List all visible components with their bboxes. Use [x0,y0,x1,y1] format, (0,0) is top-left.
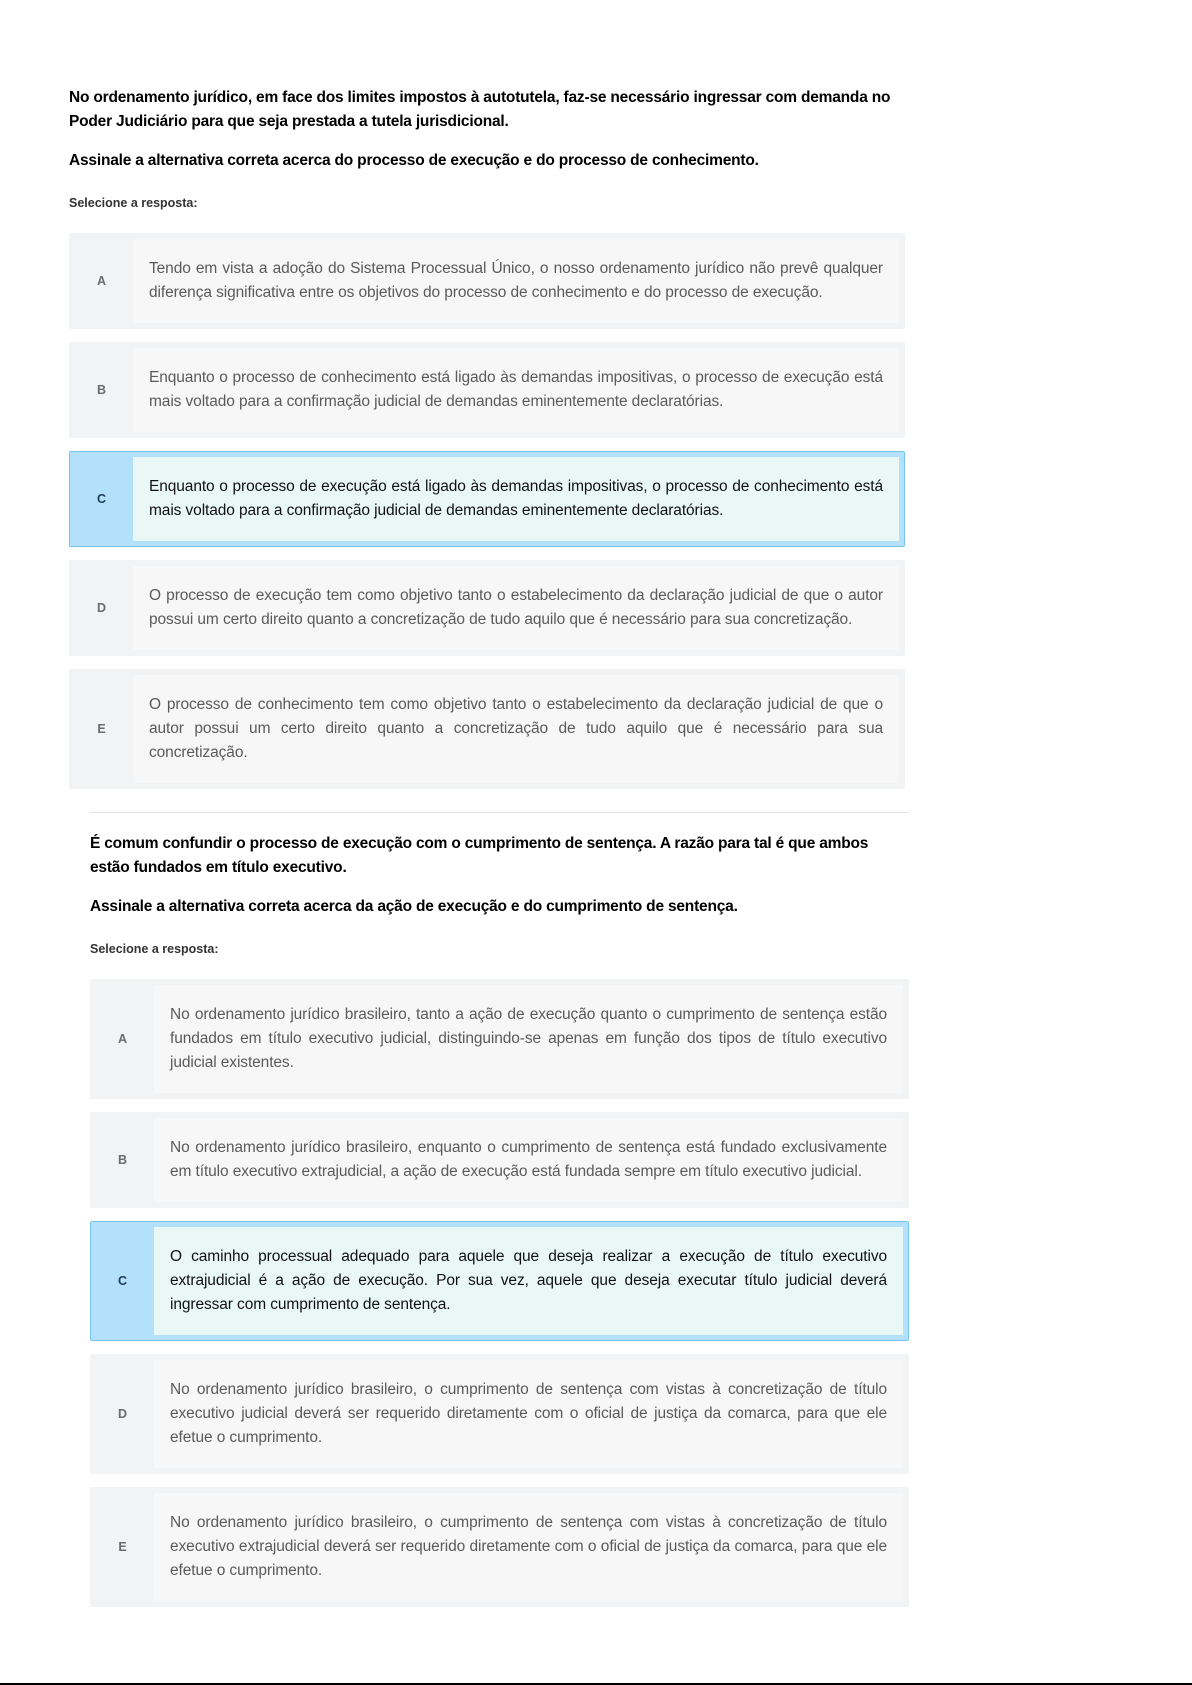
option-letter: E [118,1540,127,1554]
option-letter: D [117,1407,128,1421]
option-a[interactable] [69,233,905,329]
question-divider [90,812,909,813]
option-text: O caminho processual adequado para aquele que deseja realizar a execução de título executivo extrajudicial é a ação de execução. Por sua vez, aquele que deseja executar título judicial deverá ingressar com cumprimento de sentença. [154,1227,903,1335]
answer-options [69,233,905,789]
option-text: No ordenamento jurídico brasileiro, enquanto o cumprimento de sentença está fundado exclusivamente em título executivo extrajudicial, a ação de execução está fundada sempre em título executivo judicial. [154,1118,903,1202]
answer-options [90,979,909,1607]
question-statement: É comum confundir o processo de execução com o cumprimento de sentença. A razão para tal é que ambos estão fundados em título executivo. [90,835,869,876]
option-letter: D [96,601,107,615]
option-d[interactable] [90,1354,909,1474]
option-d[interactable] [69,560,905,656]
option-e[interactable] [69,669,905,789]
option-letter: C [96,492,107,506]
option-letter: B [96,383,107,397]
option-text: O processo de execução tem como objetivo tanto o estabelecimento da declaração judicial de que o autor possui um certo direito quanto a concretização de tudo aquilo que é necessário para sua concretização. [133,566,899,650]
option-letter: A [117,1032,128,1046]
option-letter: A [96,274,107,288]
option-letter: B [117,1153,128,1167]
option-b[interactable] [90,1112,909,1208]
option-e[interactable] [90,1487,909,1607]
question-2 [90,832,909,1620]
question-1 [69,86,905,802]
option-text: O processo de conhecimento tem como objetivo tanto o estabelecimento da declaração judicial de que o autor possui um certo direito quanto a concretização de tudo aquilo que é necessário para sua concretização. [133,675,899,783]
option-text: No ordenamento jurídico brasileiro, o cumprimento de sentença com vistas à concretização de título executivo judicial deverá ser requerido diretamente com o oficial de justiça da comarca, para que ele efetue o cumprimento. [154,1360,903,1468]
select-answer-label: Selecione a resposta: [69,196,198,210]
option-text: No ordenamento jurídico brasileiro, tanto a ação de execução quanto o cumprimento de sentença estão fundados em título executivo judicial, distinguindo-se apenas em função dos tipos de título executivo judicial existentes. [154,985,903,1093]
option-c-selected[interactable] [69,451,905,547]
option-b[interactable] [69,342,905,438]
question-instruction: Assinale a alternativa correta acerca da ação de execução e do cumprimento de sentença. [90,898,738,915]
select-answer-label: Selecione a resposta: [90,942,219,956]
question-statement: No ordenamento jurídico, em face dos limites impostos à autotutela, faz-se necessário ingressar com demanda no Poder Judiciário para que seja prestada a tutela jurisdicional. [69,89,891,130]
option-letter: C [117,1274,128,1288]
option-text: Enquanto o processo de execução está ligado às demandas impositivas, o processo de conhecimento está mais voltado para a confirmação judicial de demandas eminentemente declaratórias. [133,457,899,541]
option-text: No ordenamento jurídico brasileiro, o cumprimento de sentença com vistas à concretização de título executivo extrajudicial deverá ser requerido diretamente com o oficial de justiça da comarca, para que ele efetue o cumprimento. [154,1493,903,1601]
question-instruction: Assinale a alternativa correta acerca do processo de execução e do processo de conhecimento. [69,152,759,169]
option-c-selected[interactable] [90,1221,909,1341]
option-text: Enquanto o processo de conhecimento está ligado às demandas impositivas, o processo de execução está mais voltado para a confirmação judicial de demandas eminentemente declaratórias. [133,348,899,432]
option-letter: E [97,722,106,736]
option-a[interactable] [90,979,909,1099]
option-text: Tendo em vista a adoção do Sistema Processual Único, o nosso ordenamento jurídico não prevê qualquer diferença significativa entre os objetivos do processo de conhecimento e do processo de execução. [133,239,899,323]
